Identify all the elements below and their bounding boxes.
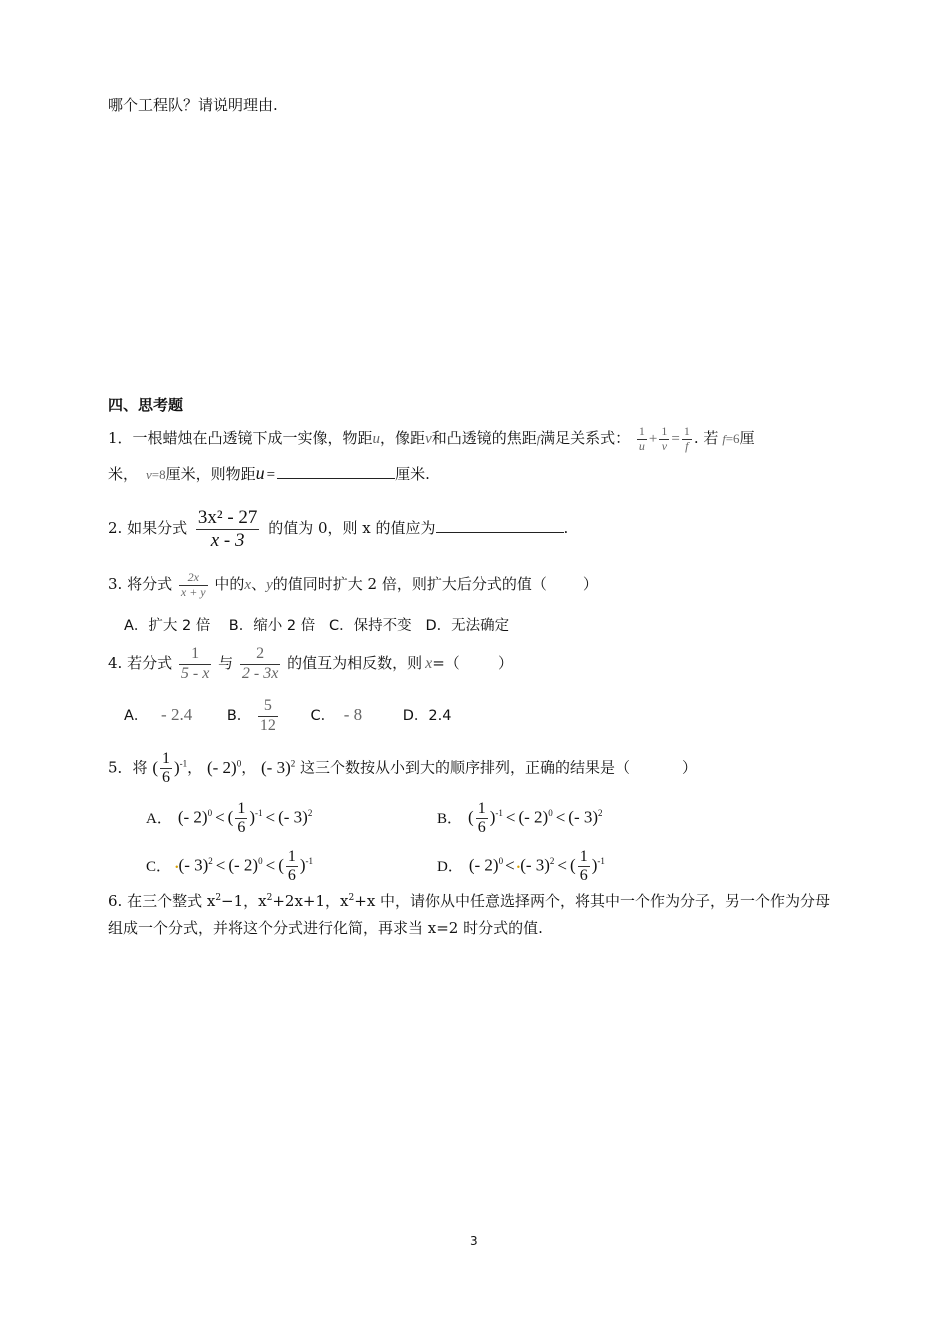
q1-text-h: 厘米，则物距 — [165, 465, 256, 483]
section-title: 四、思考题 — [108, 396, 184, 414]
var-x-q4: x — [425, 655, 433, 672]
q3-mid-a: 中的 — [214, 575, 245, 593]
question-4-options — [124, 692, 451, 738]
q3-end: ） — [582, 575, 598, 593]
var-x: x — [244, 577, 252, 593]
question-3-options: A．扩大 2 倍 B．缩小 2 倍 C．保持不变 D．无法确定 — [124, 618, 510, 634]
q5-suffix: 这三个数按从小到大的顺序排列，正确的结果是（ — [300, 758, 631, 777]
q1-text-f: 厘 — [739, 429, 755, 447]
fraction-q2: $\frac{\text{3x² - 27}}{x - 3}$ — [197, 506, 258, 551]
q4-end: =（ ） — [432, 654, 513, 672]
q4-option-d: D．2.4 — [402, 708, 452, 724]
q4-option-a-label: A． — [124, 708, 149, 724]
question-1-line-1 — [108, 418, 755, 458]
top-line: 哪个工程队？请说明理由. — [108, 96, 278, 114]
q4-option-b-fraction: $\frac{5}{12}$ — [259, 697, 276, 734]
var-u: u — [372, 431, 381, 447]
q5-option-d: D． (- 2)$^0$ < •(- 3)$^2$ < ( $\frac{1}{6}$ )$^{-1}$ — [437, 847, 605, 885]
q4-option-b-label: B． — [226, 708, 252, 724]
equals-sign: = — [671, 431, 680, 447]
fraction-2-over-2-minus-3x: $\frac{2}{2 - 3x}$ — [241, 645, 279, 682]
q1-text-b: ，像距 — [380, 429, 426, 447]
q3-sep: 、 — [251, 575, 267, 593]
f-value: =6 — [725, 431, 740, 446]
q4-option-c-value: - 8 — [343, 705, 363, 724]
question-3 — [108, 564, 598, 604]
q2-end: . — [563, 519, 569, 537]
q5-end: ） — [682, 758, 698, 777]
q1-text-i: 厘米. — [395, 465, 430, 483]
var-y: y — [266, 577, 273, 593]
q4-option-c-label: C． — [310, 708, 336, 724]
q5-comma-1: ， — [187, 758, 203, 777]
q1-text-d: 满足关系式： — [540, 429, 631, 447]
q1-text-g: 米， — [108, 465, 139, 483]
question-1-line-2 — [108, 463, 430, 484]
q5-option-b: B． ( $\frac{1}{6}$ )$^{-1}$ < (- 2)$^0$ < (- 3)$^2$ — [437, 799, 603, 837]
fraction-2x-over-x-plus-y: $\frac{2x}{x + y}$ — [180, 569, 206, 599]
var-f: f — [536, 432, 541, 446]
question-6-line-2: 组成一个分式，并将这个分式进行化简，再求当 x=2 时分式的值. — [108, 919, 543, 937]
q1-text-a: 1．一根蜡烛在凸透镜下成一实像，物距 — [108, 429, 373, 447]
question-6-line-1: 6. 在三个整式 $x^2-1$，$x^2+2x+1$，$x^2+x$ 中，请你从中任意选择两个，将其中一个作为分子，另一个作为分母 — [108, 892, 831, 910]
question-4 — [108, 642, 513, 684]
q4-prefix: 4. 若分式 — [108, 654, 173, 672]
fraction-1-over-v: $\frac{1}{v}$ — [661, 423, 668, 453]
fraction-1-over-u: $\frac{1}{u}$ — [638, 423, 645, 453]
var-u-2: u — [255, 463, 265, 483]
answer-blank-2[interactable] — [436, 518, 564, 533]
q5-prefix: 5．将 — [108, 758, 148, 777]
q4-mid: 的值互为相反数，则 — [287, 654, 423, 672]
fraction-1-over-5-minus-x: $\frac{1}{5 - x}$ — [180, 645, 210, 682]
question-5 — [108, 740, 697, 786]
var-v-2: v — [146, 467, 152, 482]
q5-term-3: (- 3)$^2$ — [261, 757, 296, 777]
q4-and: 与 — [218, 654, 234, 672]
q5-comma-2: ， — [241, 758, 257, 777]
question-2 — [108, 503, 568, 553]
q3-mid-b: 的值同时扩大 2 倍，则扩大后分式的值（ — [272, 575, 547, 593]
marker-dot-icon: • — [175, 862, 179, 874]
q2-prefix: 2. 如果分式 — [108, 519, 188, 537]
fraction-1-over-f: $\frac{1}{f}$ — [683, 423, 690, 453]
plus-sign: + — [648, 431, 658, 447]
marker-dot-icon-2: • — [516, 862, 521, 874]
q5-option-a: A． (- 2)$^0$ < ( $\frac{1}{6}$ )$^{-1}$ < (- 3)$^2$ — [146, 799, 313, 837]
q1-text-c: 和凸透镜的焦距 — [431, 429, 537, 447]
page-number: 3 — [470, 1234, 478, 1248]
var-f-2: f — [722, 432, 726, 446]
q5-term-2: (- 2)$^0$ — [206, 757, 242, 777]
q3-prefix: 3. 将分式 — [108, 575, 173, 593]
answer-blank-1[interactable] — [277, 464, 395, 479]
v-value: =8 — [151, 467, 166, 482]
q5-term-1: ( $\frac{1}{6}$ )$^{-1}$ — [152, 749, 188, 787]
q2-suffix: 的值为 0，则 x 的值应为 — [268, 519, 436, 537]
var-v: v — [425, 431, 432, 447]
q4-option-a-value: - 2.4 — [161, 705, 193, 724]
q5-option-c: C． •(- 3)$^2$ < (- 2)$^0$ < ( $\frac{1}{6}$ )$^{-1}$ — [146, 847, 314, 885]
equals-sign-2: = — [266, 467, 276, 483]
q1-text-e: . 若 — [693, 429, 719, 447]
